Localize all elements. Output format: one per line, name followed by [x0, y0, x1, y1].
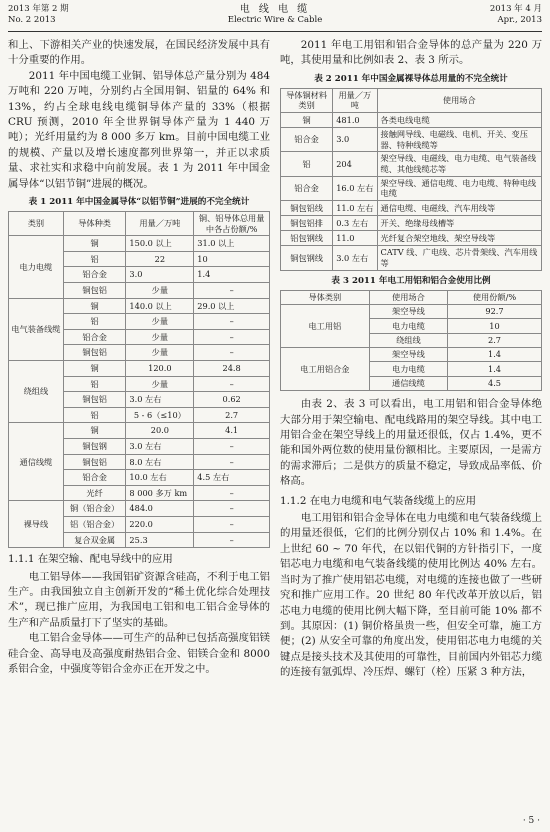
table-row — [281, 128, 542, 152]
cell: – — [194, 516, 270, 532]
cell: 铜包铝线 — [281, 200, 333, 215]
col-header: 导体类别 — [281, 290, 370, 304]
cell: 铝 — [63, 376, 126, 392]
cell: 11.0 — [333, 231, 377, 246]
journal-title-cn: 电 线 电 缆 — [239, 4, 311, 15]
cell: 通信线缆 — [369, 376, 447, 390]
cell: 铝包钢线 — [281, 231, 333, 246]
paragraph: 电工铝导体——我国铝矿资源含硅高，不利于电工铝生产。由我国独立自主创新开发的“稀土优化综合处理技术”，现已推广应用，为我国电工铝和电工铝合金导体的生产和产品质量打下了坚实的基础。 — [8, 570, 270, 629]
table-row — [281, 348, 542, 362]
table-2-caption: 表 2 2011 年中国金属裸导体总用量的不完全统计 — [314, 73, 508, 84]
cell: 铝合金 — [63, 470, 126, 486]
cell: 架空导线 — [369, 348, 447, 362]
cell: – — [194, 454, 270, 470]
table-1-caption: 表 1 2011 年中国金属导体“以铝节铜”进展的不完全统计 — [28, 197, 250, 208]
issue-cn: 2013 年第 2 期 — [8, 4, 69, 14]
cell: 铝合金 — [281, 128, 333, 152]
cell: 铜 — [63, 298, 126, 314]
cell: 铜包钢线 — [281, 246, 333, 270]
cell: 光纤复合架空地线、架空导线等 — [377, 231, 541, 246]
col-header: 类别 — [9, 212, 64, 236]
journal-title-en: Electric Wire & Cable — [227, 15, 323, 25]
cell: 各类电线电缆 — [377, 113, 541, 128]
cell: 架空导线 — [369, 304, 447, 318]
cell: 铝合金 — [63, 329, 126, 345]
cell: 8.0 左右 — [126, 454, 194, 470]
table-row — [9, 236, 270, 252]
right-column — [280, 38, 542, 681]
cell: 4.5 — [448, 376, 542, 390]
cell: 220.0 — [126, 516, 194, 532]
cell: – — [194, 329, 270, 345]
cell: 1.4 — [448, 348, 542, 362]
page-number: · 5 · — [522, 816, 540, 826]
cell: – — [194, 501, 270, 517]
paragraph: 2011 年中国电缆工业铜、铝导体总产量分别为 484 万吨和 220 万吨，分别约占全国用铜、铝量的 64% 和 13%，约占全球电线电缆铜导体产量的 33%（根据 CRU 预测，2010 年全世界铜导体产量为 1 440 万吨）；光纤用量约为 8 000 多万 km。目前中国电缆工业的规模、产量以及增长速度都列世界第一，并正以求质量、求社实和求稳中向前发展。表 1 为 2011 年中国金属导体“以铝节铜”进展的概况。 — [8, 69, 270, 190]
cell: 铝 — [63, 407, 126, 423]
cell: 铝合金 — [63, 267, 126, 283]
cell: 铜包铝 — [63, 454, 126, 470]
paragraph: 和上、下游相关产业的快速发展，在国民经济发展中具有十分重要的作用。 — [8, 39, 270, 67]
cell: 3.0 — [333, 128, 377, 152]
cell: – — [194, 345, 270, 361]
cell: 120.0 — [126, 361, 194, 377]
cell: 光纤 — [63, 485, 126, 501]
table-3 — [280, 290, 542, 392]
table-header-row — [281, 290, 542, 304]
cell: 铜包铝 — [63, 345, 126, 361]
cell: 10 — [448, 319, 542, 333]
paragraph: 电工铝合金导体——可生产的品种已包括高强度铝镁硅合金、高导电及高强度耐热铝合金、铝镁合金和 8000 系铝合金，中强度等铝合金亦正在开发之中。 — [8, 632, 270, 675]
cell: 481.0 — [333, 113, 377, 128]
cell: 24.8 — [194, 361, 270, 377]
col-header: 使用场合 — [377, 88, 541, 112]
page-header — [8, 4, 542, 32]
cell: 29.0 以上 — [194, 298, 270, 314]
cell: 复合双金属 — [63, 532, 126, 548]
table-row — [281, 304, 542, 318]
cell: 11.0 左右 — [333, 200, 377, 215]
cell: 少量 — [126, 329, 194, 345]
cell: 铜包铝 — [63, 392, 126, 408]
cell: 204 — [333, 152, 377, 176]
cell: CATV 线、广电线、芯片骨架线、汽车用线等 — [377, 246, 541, 270]
cell: 10.0 左右 — [126, 470, 194, 486]
col-header: 导体种类 — [63, 212, 126, 236]
cell: 2.7 — [448, 333, 542, 347]
cell: 铜（铝合金） — [63, 501, 126, 517]
cell: 3.0 左右 — [126, 438, 194, 454]
cell: 0.3 左右 — [333, 215, 377, 230]
paragraph: 电工用铝和铝合金导体在电力电缆和电气装备线缆上的用量还很低，它们的比例分别仅占 10% 和 1.4%。在上世纪 60 ~ 70 年代，在以铝代铜的方针指引下，一度铝芯电力电缆和电气装备线缆的使用比例达 40% 左右。当时为了推广使用铝芯电缆，对电缆的连接也做了一些研究和推广应用工作。20 世纪 80 年代改革开放以后，铝芯电力电缆的使用比例大幅下降，至目前可能 10% 都不到。其原因：(1) 铜价格虽贵一些，但安全可靠，施工方便；(2) 从安全可靠的角度出发，使用铝芯电力电缆的关键点是接头技术及其使用的可靠性，目前国内外铝芯力缆的连接有氩弧焊、冷压焊、螺钉（栓）压紧 3 种方法， — [280, 512, 542, 679]
table-row — [281, 215, 542, 230]
table-row — [281, 200, 542, 215]
cell: 140.0 以上 — [126, 298, 194, 314]
table-row — [9, 298, 270, 314]
cell: 484.0 — [126, 501, 194, 517]
table-2 — [280, 88, 542, 271]
date-en: Apr., 2013 — [497, 15, 542, 25]
cell: – — [194, 438, 270, 454]
col-header: 使用份额/% — [448, 290, 542, 304]
issue-en: No. 2 2013 — [8, 15, 56, 25]
cell: 3.0 — [126, 267, 194, 283]
cell: 少量 — [126, 376, 194, 392]
cell: – — [194, 485, 270, 501]
table-row — [281, 113, 542, 128]
cell: 架空导线、电磁线、电力电缆、电气装备线缆、其他线缆芯等 — [377, 152, 541, 176]
cell: 铝 — [63, 314, 126, 330]
col-header: 导体铜材料类别 — [281, 88, 333, 112]
table-row — [281, 176, 542, 200]
category-cell: 电工用铝 — [281, 304, 370, 347]
table-row — [9, 501, 270, 517]
cell: 绕组线 — [369, 333, 447, 347]
table-row — [9, 423, 270, 439]
category-cell: 绕组线 — [9, 361, 64, 423]
col-header: 用量／万吨 — [126, 212, 194, 236]
category-cell: 电力电缆 — [9, 236, 64, 298]
cell: 22 — [126, 251, 194, 267]
cell: 少量 — [126, 314, 194, 330]
cell: 铜 — [63, 361, 126, 377]
cell: 4.1 — [194, 423, 270, 439]
cell: 铜包钢 — [63, 438, 126, 454]
cell: 0.62 — [194, 392, 270, 408]
cell: 4.5 左右 — [194, 470, 270, 486]
cell: 接触网导线、电磁线、电机、开关、变压器、特种线缆等 — [377, 128, 541, 152]
header-right — [490, 4, 542, 26]
header-center — [8, 4, 542, 26]
cell: 架空导线、通信电缆、电力电缆、特种电线电缆 — [377, 176, 541, 200]
cell: 少量 — [126, 345, 194, 361]
cell: 铜包铝排 — [281, 215, 333, 230]
cell: 铜 — [281, 113, 333, 128]
cell: 1.4 — [448, 362, 542, 376]
table-row — [281, 152, 542, 176]
cell: 通信电缆、电磁线、汽车用线等 — [377, 200, 541, 215]
cell: 1.4 — [194, 267, 270, 283]
cell: 铜 — [63, 236, 126, 252]
paragraph: 2011 年电工用铝和铝合金导体的总产量为 220 万吨，其使用量和比例如表 2、表 3 所示。 — [280, 39, 542, 67]
category-cell: 通信线缆 — [9, 423, 64, 501]
cell: 铜包铝 — [63, 283, 126, 299]
cell: 2.7 — [194, 407, 270, 423]
table-3-caption: 表 3 2011 年电工用铝和铝合金使用比例 — [331, 275, 491, 286]
category-cell: 裸导线 — [9, 501, 64, 548]
table-row — [281, 246, 542, 270]
cell: 16.0 左右 — [333, 176, 377, 200]
cell: 开关、绝缘母线槽等 — [377, 215, 541, 230]
cell: 铝 — [281, 152, 333, 176]
table-1 — [8, 211, 270, 548]
cell: – — [194, 283, 270, 299]
cell: 电力电缆 — [369, 362, 447, 376]
cell: 铝合金 — [281, 176, 333, 200]
cell: 3.0 左右 — [126, 392, 194, 408]
date-cn: 2013 年 4 月 — [489, 4, 542, 14]
cell: 少量 — [126, 283, 194, 299]
cell: 电力电缆 — [369, 319, 447, 333]
table-header-row — [281, 88, 542, 112]
section-heading-1-1-2: 1.1.2 在电力电缆和电气装备线缆上的应用 — [280, 494, 476, 507]
cell: 20.0 — [126, 423, 194, 439]
category-cell: 电气装备线缆 — [9, 298, 64, 360]
table-row — [281, 231, 542, 246]
col-header: 用量／万吨 — [333, 88, 377, 112]
paragraph: 由表 2、表 3 可以看出，电工用铝和铝合金导体绝大部分用于架空输电、配电线路用的架空导线。其中电工用铝合金在架空导线上的用量还很低，仅占 1.4%，更不能和国外两位数的使用量份额相比。主要原因，一是需方的需求滞后；二是供方的质量不稳定，导致成品率低、价格高。 — [280, 398, 542, 488]
cell: 10 — [194, 251, 270, 267]
cell: 5 - 6（≤10） — [126, 407, 194, 423]
section-heading-1-1-1: 1.1.1 在架空输、配电导线中的应用 — [8, 553, 173, 566]
cell: 25.3 — [126, 532, 194, 548]
cell: 8 000 多万 km — [126, 485, 194, 501]
cell: 铜 — [63, 423, 126, 439]
col-header: 铜、铝导体总用量中各占份额/% — [194, 212, 270, 236]
cell: 150.0 以上 — [126, 236, 194, 252]
table-header-row — [9, 212, 270, 236]
cell: – — [194, 532, 270, 548]
cell: 3.0 左右 — [333, 246, 377, 270]
category-cell: 电工用铝合金 — [281, 348, 370, 391]
cell: 铝 — [63, 251, 126, 267]
cell: 铝（铝合金） — [63, 516, 126, 532]
cell: – — [194, 376, 270, 392]
header-rule — [8, 31, 542, 32]
left-column — [8, 38, 270, 677]
cell: 31.0 以上 — [194, 236, 270, 252]
col-header: 使用场合 — [369, 290, 447, 304]
cell: 92.7 — [448, 304, 542, 318]
table-row — [9, 361, 270, 377]
cell: – — [194, 314, 270, 330]
